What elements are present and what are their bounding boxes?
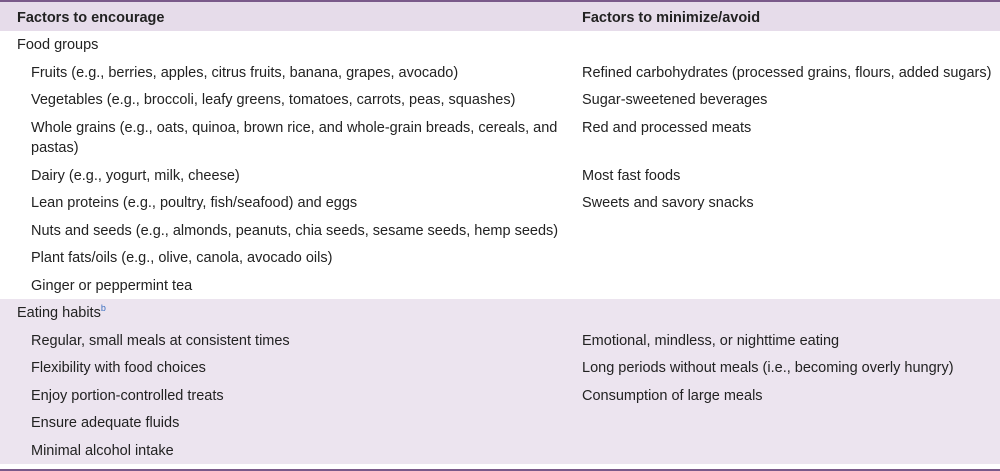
table-row — [0, 162, 1000, 190]
avoid-cell: Sweets and savory snacks — [582, 195, 754, 211]
table-row — [0, 189, 1000, 217]
encourage-cell: Whole grains (e.g., oats, quinoa, brown rice, and whole-grain breads, cereals, and pastas) — [31, 119, 558, 156]
encourage-cell: Dairy (e.g., yogurt, milk, cheese) — [31, 167, 240, 184]
avoid-cell — [566, 272, 1000, 300]
table-row — [0, 437, 1000, 465]
encourage-cell: Ginger or peppermint tea — [31, 277, 193, 294]
encourage-cell: Lean proteins (e.g., poultry, fish/seafood) and eggs — [31, 195, 358, 211]
avoid-cell: Refined carbohydrates (processed grains, flours, added sugars) — [582, 64, 992, 81]
encourage-cell: Enjoy portion-controlled treats — [31, 387, 224, 404]
section-title: Food groups — [17, 37, 99, 53]
table-row — [0, 354, 1000, 382]
table-row — [0, 272, 1000, 300]
table-row — [0, 244, 1000, 272]
avoid-cell — [566, 217, 1000, 245]
encourage-cell: Flexibility with food choices — [31, 360, 206, 376]
table-row — [0, 327, 1000, 355]
avoid-cell — [566, 244, 1000, 272]
avoid-cell: Emotional, mindless, or nighttime eating — [582, 332, 840, 349]
encourage-cell: Plant fats/oils (e.g., olive, canola, avocado oils) — [31, 250, 333, 266]
section-title-row — [0, 31, 1000, 59]
avoid-cell: Most fast foods — [582, 167, 681, 184]
table-row — [0, 114, 1000, 162]
encourage-cell: Fruits (e.g., berries, apples, citrus fruits, banana, grapes, avocado) — [31, 64, 459, 81]
footnote-marker: b — [100, 303, 106, 314]
section-title: Eating habits$^b$ — [17, 303, 106, 321]
table-row — [0, 382, 1000, 410]
table-header-row — [0, 0, 1000, 31]
header-encourage: Factors to encourage — [17, 10, 165, 26]
encourage-cell: Regular, small meals at consistent times — [31, 332, 290, 349]
table-row — [0, 409, 1000, 437]
avoid-cell: Consumption of large meals — [582, 387, 763, 404]
table-row — [0, 86, 1000, 114]
encourage-cell: Ensure adequate fluids — [31, 415, 180, 431]
avoid-cell: Long periods without meals (i.e., becoming overly hungry) — [582, 360, 954, 376]
avoid-cell: Red and processed meats — [582, 119, 752, 136]
avoid-cell — [566, 409, 1000, 437]
encourage-cell: Minimal alcohol intake — [31, 442, 174, 459]
encourage-cell: Nuts and seeds (e.g., almonds, peanuts, chia seeds, sesame seeds, hemp seeds) — [31, 222, 559, 239]
header-minimize: Factors to minimize/avoid — [582, 10, 761, 26]
avoid-cell — [566, 437, 1000, 465]
table-row — [0, 217, 1000, 245]
avoid-cell: Sugar-sweetened beverages — [582, 92, 768, 108]
encourage-cell: Vegetables (e.g., broccoli, leafy greens, tomatoes, carrots, peas, squashes) — [31, 92, 516, 108]
section-title-row — [0, 299, 1000, 327]
table-row — [0, 59, 1000, 87]
